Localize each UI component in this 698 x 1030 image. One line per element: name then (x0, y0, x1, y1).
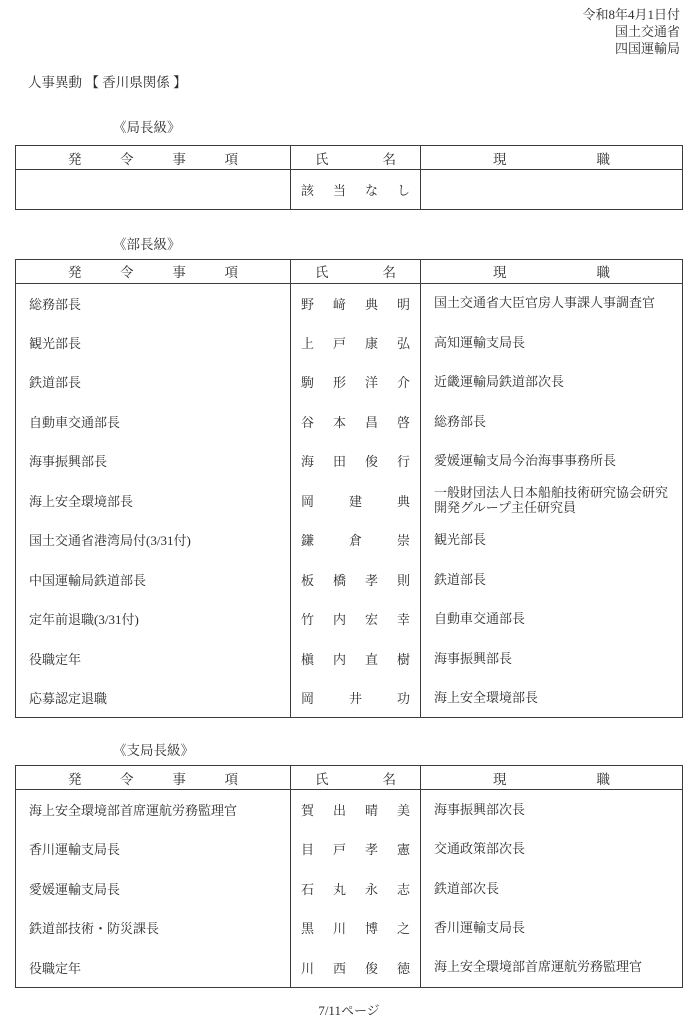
table-row (16, 908, 683, 948)
current-position: 近畿運輸局鉄道部次長 (421, 362, 683, 402)
table-row (16, 639, 683, 679)
assignment-item: 海事振興部長 (16, 441, 291, 481)
table-header-row (16, 766, 683, 790)
person-name: 谷 本 昌 啓 (301, 414, 410, 430)
person-name-cell (291, 678, 421, 718)
assignment-item: 国土交通省港湾局付(3/31付) (16, 520, 291, 560)
assignment-item (16, 170, 291, 210)
table-row (16, 599, 683, 639)
column-header-position-label: 現 職 (493, 265, 610, 280)
table-row (16, 869, 683, 909)
column-header-name (291, 259, 421, 283)
column-header-position-label: 現 職 (493, 771, 610, 787)
column-header-item (16, 146, 291, 170)
table-row (16, 829, 683, 869)
table-row (16, 283, 683, 323)
current-position: 総務部長 (421, 402, 683, 442)
section-bucho-kyu (0, 236, 698, 719)
table-body (16, 283, 683, 718)
person-name-cell (291, 362, 421, 402)
person-name-cell (291, 829, 421, 869)
assignment-item: 総務部長 (16, 283, 291, 323)
column-header-position (421, 146, 683, 170)
current-position: 海事振興部次長 (421, 790, 683, 830)
current-position: 高知運輸支局長 (421, 323, 683, 363)
person-name: 上 戸 康 弘 (301, 335, 410, 351)
person-name: 川 西 俊 徳 (301, 960, 410, 976)
person-name-cell (291, 441, 421, 481)
current-position: 国土交通省大臣官房人事課人事調査官 (421, 283, 683, 323)
assignment-item: 自動車交通部長 (16, 402, 291, 442)
table-header-row (16, 146, 683, 170)
person-name: 竹 内 宏 幸 (301, 612, 410, 628)
assignment-item: 海上安全環境部首席運航労務監理官 (16, 790, 291, 830)
person-name-cell (291, 869, 421, 909)
person-name-cell (291, 599, 421, 639)
column-header-position (421, 766, 683, 790)
bureau-name: 四国運輸局 (614, 41, 680, 56)
person-name-cell (291, 908, 421, 948)
current-position: 愛媛運輸支局今治海事事務所長 (421, 441, 683, 481)
assignment-item: 観光部長 (16, 323, 291, 363)
document-header (0, 0, 680, 57)
table-row (16, 678, 683, 718)
assignment-item: 香川運輸支局長 (16, 829, 291, 869)
person-name: 石 丸 永 志 (301, 881, 410, 897)
table-body (16, 170, 683, 210)
current-position: 鉄道部長 (421, 560, 683, 600)
assignment-item: 役職定年 (16, 948, 291, 988)
personnel-table (15, 765, 683, 988)
page-indicator: 7/11ページ (318, 1003, 380, 1018)
person-name: 岡 建 典 (301, 493, 410, 509)
column-header-name-label: 氏 名 (315, 771, 396, 787)
person-name: 賀 出 晴 美 (301, 803, 410, 818)
person-name: 野 﨑 典 明 (301, 296, 410, 312)
section-kyokucho-kyu (0, 119, 698, 210)
person-name-cell (291, 170, 421, 210)
column-header-position-label: 現 職 (493, 151, 610, 167)
personnel-table (15, 259, 683, 719)
assignment-item: 鉄道部技術・防災課長 (16, 908, 291, 948)
column-header-item-label: 発 令 事 項 (68, 265, 238, 280)
assignment-item: 愛媛運輸支局長 (16, 869, 291, 909)
current-position: 観光部長 (421, 520, 683, 560)
table-body (16, 790, 683, 988)
table-row (16, 481, 683, 521)
table-row (16, 362, 683, 402)
current-position: 自動車交通部長 (421, 599, 683, 639)
person-name: 該 当 な し (301, 182, 410, 198)
column-header-item (16, 259, 291, 283)
table-row (16, 790, 683, 830)
column-header-item (16, 766, 291, 790)
assignment-item: 定年前退職(3/31付) (16, 599, 291, 639)
table-header-row (16, 259, 683, 283)
person-name: 目 戸 孝 憲 (301, 842, 410, 858)
current-position (421, 170, 683, 210)
person-name-cell (291, 948, 421, 988)
column-header-name-label: 氏 名 (315, 151, 396, 167)
person-name: 槇 内 直 樹 (301, 651, 410, 667)
table-row (16, 402, 683, 442)
table-row (16, 441, 683, 481)
person-name-cell (291, 481, 421, 521)
person-name: 岡 井 功 (301, 691, 410, 706)
assignment-item: 鉄道部長 (16, 362, 291, 402)
assignment-item: 海上安全環境部長 (16, 481, 291, 521)
person-name-cell (291, 323, 421, 363)
person-name: 鎌 倉 崇 (301, 533, 410, 549)
column-header-name (291, 146, 421, 170)
person-name-cell (291, 402, 421, 442)
date-line: 令和8年4月1日付 (582, 7, 680, 22)
current-position: 一般財団法人日本船舶技術研究協会研究開発グループ主任研究員 (421, 481, 683, 521)
column-header-item-label: 発 令 事 項 (68, 771, 238, 787)
section-shikyokucho-kyu (0, 742, 698, 988)
current-position: 海上安全環境部長 (421, 678, 683, 718)
page-title: 人事異動 【 香川県関係 】 (28, 75, 187, 90)
table-row (16, 520, 683, 560)
column-header-name-label: 氏 名 (315, 265, 396, 280)
person-name: 板 橋 孝 則 (301, 572, 410, 588)
person-name-cell (291, 520, 421, 560)
section-heading: 《支局長級》 (113, 743, 194, 758)
person-name: 黒 川 博 之 (301, 921, 410, 937)
column-header-position (421, 259, 683, 283)
current-position: 香川運輸支局長 (421, 908, 683, 948)
ministry-name: 国土交通省 (614, 24, 680, 39)
current-position: 交通政策部次長 (421, 829, 683, 869)
person-name-cell (291, 560, 421, 600)
assignment-item: 応募認定退職 (16, 678, 291, 718)
column-header-name (291, 766, 421, 790)
table-row (16, 323, 683, 363)
person-name-cell (291, 639, 421, 679)
person-name: 海 田 俊 行 (301, 454, 410, 470)
assignment-item: 中国運輸局鉄道部長 (16, 560, 291, 600)
column-header-item-label: 発 令 事 項 (68, 151, 238, 167)
section-heading: 《局長級》 (113, 120, 181, 135)
current-position: 鉄道部次長 (421, 869, 683, 909)
person-name: 駒 形 洋 介 (301, 375, 410, 391)
person-name-cell (291, 283, 421, 323)
table-row (16, 560, 683, 600)
current-position: 海事振興部長 (421, 639, 683, 679)
table-row (16, 170, 683, 210)
current-position: 海上安全環境部首席運航労務監理官 (421, 948, 683, 988)
personnel-table (15, 145, 683, 210)
person-name-cell (291, 790, 421, 830)
assignment-item: 役職定年 (16, 639, 291, 679)
table-row (16, 948, 683, 988)
section-heading: 《部長級》 (113, 236, 181, 252)
